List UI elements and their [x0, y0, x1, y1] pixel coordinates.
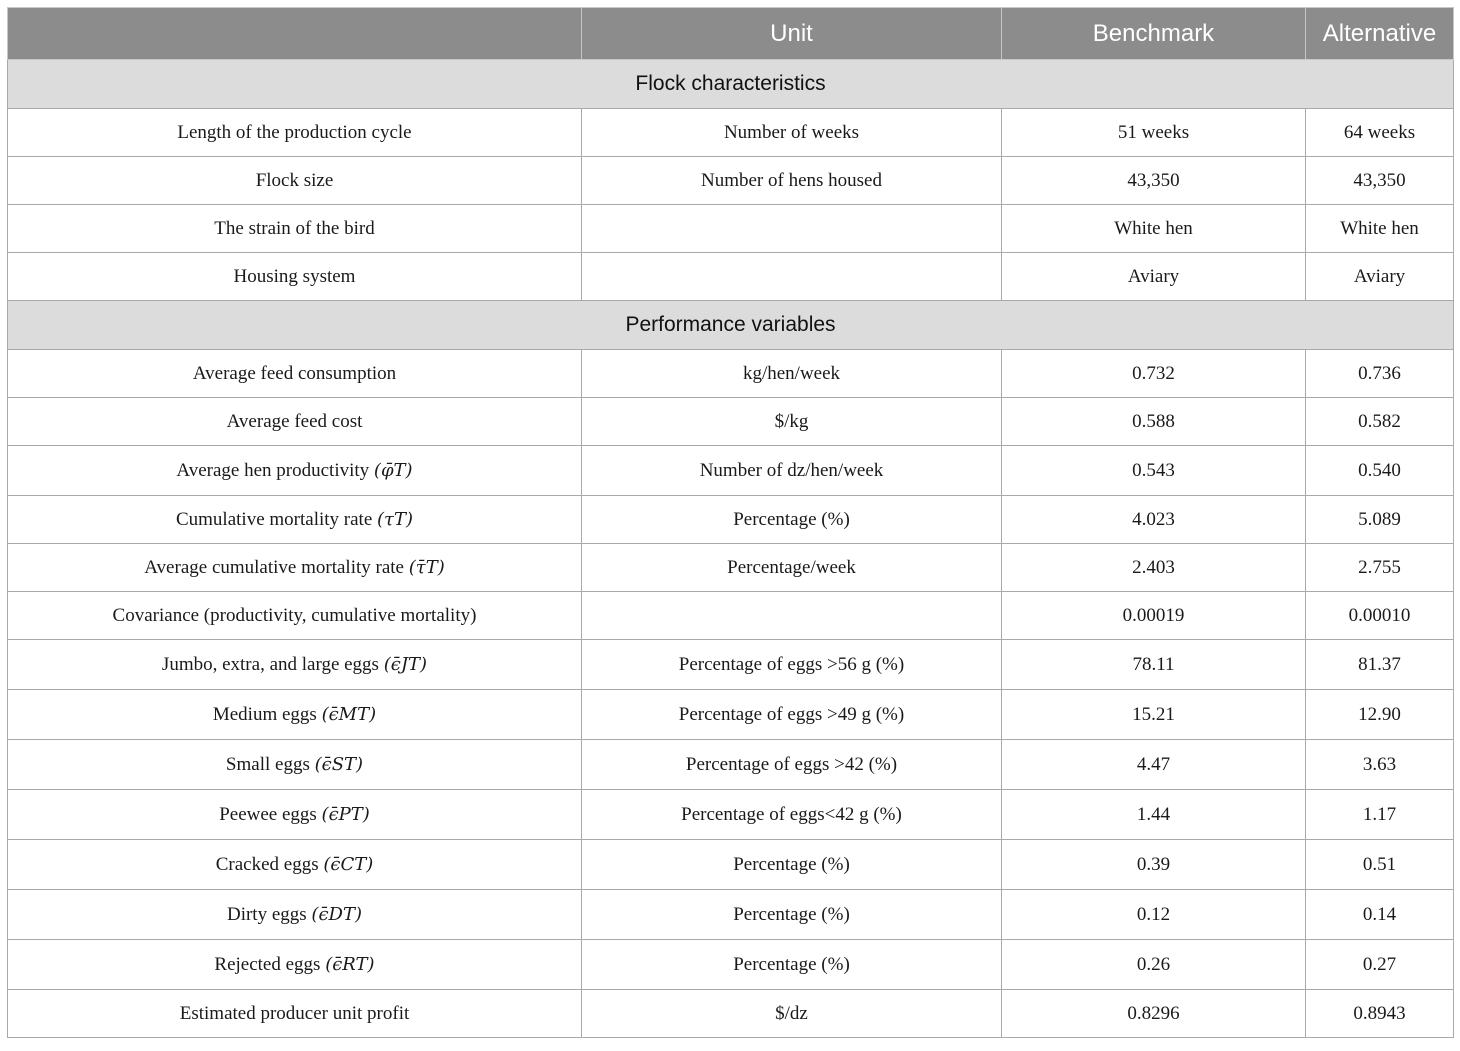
- row-benchmark: 51 weeks: [1002, 109, 1306, 157]
- row-unit: Percentage (%): [582, 840, 1002, 890]
- row-label-text: Average feed cost: [226, 410, 363, 432]
- header-label: [8, 8, 582, 60]
- row-label: [8, 790, 582, 840]
- row-label: The strain of the bird: [8, 205, 582, 253]
- row-label: [8, 740, 582, 790]
- row-unit: Number of weeks: [582, 109, 1002, 157]
- row-alternative: 1.17: [1306, 790, 1454, 840]
- row-unit: [582, 253, 1002, 301]
- row-unit: Percentage of eggs<42 g (%): [582, 790, 1002, 840]
- row-benchmark: 2.403: [1002, 544, 1306, 592]
- table-row: [8, 840, 1454, 890]
- row-unit: [582, 205, 1002, 253]
- row-label-text: Average hen productivity: [176, 459, 370, 481]
- row-label-text: Peewee eggs: [219, 803, 317, 825]
- row-alternative: 0.14: [1306, 890, 1454, 940]
- header-row: [8, 8, 1454, 60]
- table-row: [8, 398, 1454, 446]
- row-alternative: 43,350: [1306, 157, 1454, 205]
- row-unit: Percentage of eggs >49 g (%): [582, 690, 1002, 740]
- row-symbol: (ϵ̄PT): [321, 803, 370, 825]
- row-alternative: 2.755: [1306, 544, 1454, 592]
- row-label: [8, 840, 582, 890]
- row-label: [8, 890, 582, 940]
- section-row-flock: [8, 60, 1454, 109]
- row-alternative: 0.540: [1306, 446, 1454, 496]
- row-benchmark: 0.39: [1002, 840, 1306, 890]
- results-table: [7, 7, 1454, 1038]
- row-unit: Percentage (%): [582, 940, 1002, 990]
- table-row: [8, 109, 1454, 157]
- row-unit: [582, 592, 1002, 640]
- row-benchmark: 0.26: [1002, 940, 1306, 990]
- section-row-performance: [8, 301, 1454, 350]
- row-benchmark: 0.543: [1002, 446, 1306, 496]
- row-label-text: Medium eggs: [212, 703, 317, 725]
- row-label-text: Dirty eggs: [226, 903, 307, 925]
- row-unit: Percentage of eggs >42 (%): [582, 740, 1002, 790]
- row-label-text: Jumbo, extra, and large eggs: [161, 653, 379, 675]
- row-symbol: (ϵ̄DT): [311, 903, 362, 925]
- row-label-text: Small eggs: [225, 753, 310, 775]
- table-row: [8, 640, 1454, 690]
- row-benchmark: 4.47: [1002, 740, 1306, 790]
- table-row: [8, 690, 1454, 740]
- row-benchmark: 0.12: [1002, 890, 1306, 940]
- row-benchmark: 15.21: [1002, 690, 1306, 740]
- row-benchmark: 78.11: [1002, 640, 1306, 690]
- row-label: [8, 990, 582, 1038]
- row-symbol: (τT): [377, 508, 414, 530]
- section-title-performance: Performance variables: [8, 301, 1454, 350]
- row-symbol: (ϵ̄JT): [383, 653, 428, 675]
- row-label: Flock size: [8, 157, 582, 205]
- row-unit: Number of dz/hen/week: [582, 446, 1002, 496]
- table-row: [8, 740, 1454, 790]
- header-unit: Unit: [582, 8, 1002, 60]
- row-label: [8, 940, 582, 990]
- header-alternative: Alternative: [1306, 8, 1454, 60]
- header-benchmark: Benchmark: [1002, 8, 1306, 60]
- table-row: [8, 157, 1454, 205]
- row-alternative: Aviary: [1306, 253, 1454, 301]
- row-benchmark: White hen: [1002, 205, 1306, 253]
- row-benchmark: 4.023: [1002, 496, 1306, 544]
- row-unit: $/dz: [582, 990, 1002, 1038]
- row-alternative: 0.00010: [1306, 592, 1454, 640]
- row-alternative: 64 weeks: [1306, 109, 1454, 157]
- row-unit: $/kg: [582, 398, 1002, 446]
- row-symbol: (ϵ̄CT): [323, 853, 374, 875]
- row-label: [8, 640, 582, 690]
- row-benchmark: 0.732: [1002, 350, 1306, 398]
- row-label: [8, 592, 582, 640]
- row-symbol: (ϵ̄ST): [314, 753, 364, 775]
- section-title-flock: Flock characteristics: [8, 60, 1454, 109]
- row-unit: Percentage (%): [582, 890, 1002, 940]
- table-row: [8, 990, 1454, 1038]
- row-label-text: Average feed consumption: [192, 362, 397, 384]
- row-benchmark: 1.44: [1002, 790, 1306, 840]
- table-row: [8, 253, 1454, 301]
- row-benchmark: 0.588: [1002, 398, 1306, 446]
- table-row: [8, 446, 1454, 496]
- row-symbol: (ϵ̄RT): [325, 953, 375, 975]
- row-unit: Percentage of eggs >56 g (%): [582, 640, 1002, 690]
- row-alternative: 0.582: [1306, 398, 1454, 446]
- row-label: Housing system: [8, 253, 582, 301]
- row-label: [8, 446, 582, 496]
- row-label: [8, 690, 582, 740]
- row-label-text: Average cumulative mortality rate: [144, 556, 404, 578]
- row-alternative: 12.90: [1306, 690, 1454, 740]
- row-alternative: 0.27: [1306, 940, 1454, 990]
- row-benchmark: 0.8296: [1002, 990, 1306, 1038]
- row-label: Length of the production cycle: [8, 109, 582, 157]
- table-row: [8, 890, 1454, 940]
- row-symbol: (φ̄T): [373, 459, 413, 481]
- table-row: [8, 940, 1454, 990]
- row-label: [8, 350, 582, 398]
- row-benchmark: Aviary: [1002, 253, 1306, 301]
- table-row: [8, 205, 1454, 253]
- row-symbol: (ϵ̄MT): [321, 703, 377, 725]
- row-alternative: 3.63: [1306, 740, 1454, 790]
- table-row: [8, 496, 1454, 544]
- row-alternative: 0.51: [1306, 840, 1454, 890]
- table-row: [8, 544, 1454, 592]
- row-label-text: Covariance (productivity, cumulative mortality): [112, 604, 477, 626]
- row-label: [8, 398, 582, 446]
- row-symbol: (τ̄T): [408, 556, 445, 578]
- row-alternative: 0.8943: [1306, 990, 1454, 1038]
- table-row: [8, 790, 1454, 840]
- row-alternative: 81.37: [1306, 640, 1454, 690]
- row-alternative: White hen: [1306, 205, 1454, 253]
- row-label-text: Estimated producer unit profit: [179, 1002, 410, 1024]
- row-unit: kg/hen/week: [582, 350, 1002, 398]
- row-label-text: Cumulative mortality rate: [175, 508, 373, 530]
- row-benchmark: 43,350: [1002, 157, 1306, 205]
- row-benchmark: 0.00019: [1002, 592, 1306, 640]
- row-unit: Number of hens housed: [582, 157, 1002, 205]
- row-label: [8, 544, 582, 592]
- row-alternative: 0.736: [1306, 350, 1454, 398]
- row-label-text: Rejected eggs: [214, 953, 321, 975]
- row-label-text: Cracked eggs: [215, 853, 319, 875]
- row-unit: Percentage (%): [582, 496, 1002, 544]
- table-row: [8, 592, 1454, 640]
- row-unit: Percentage/week: [582, 544, 1002, 592]
- table-row: [8, 350, 1454, 398]
- row-label: [8, 496, 582, 544]
- row-alternative: 5.089: [1306, 496, 1454, 544]
